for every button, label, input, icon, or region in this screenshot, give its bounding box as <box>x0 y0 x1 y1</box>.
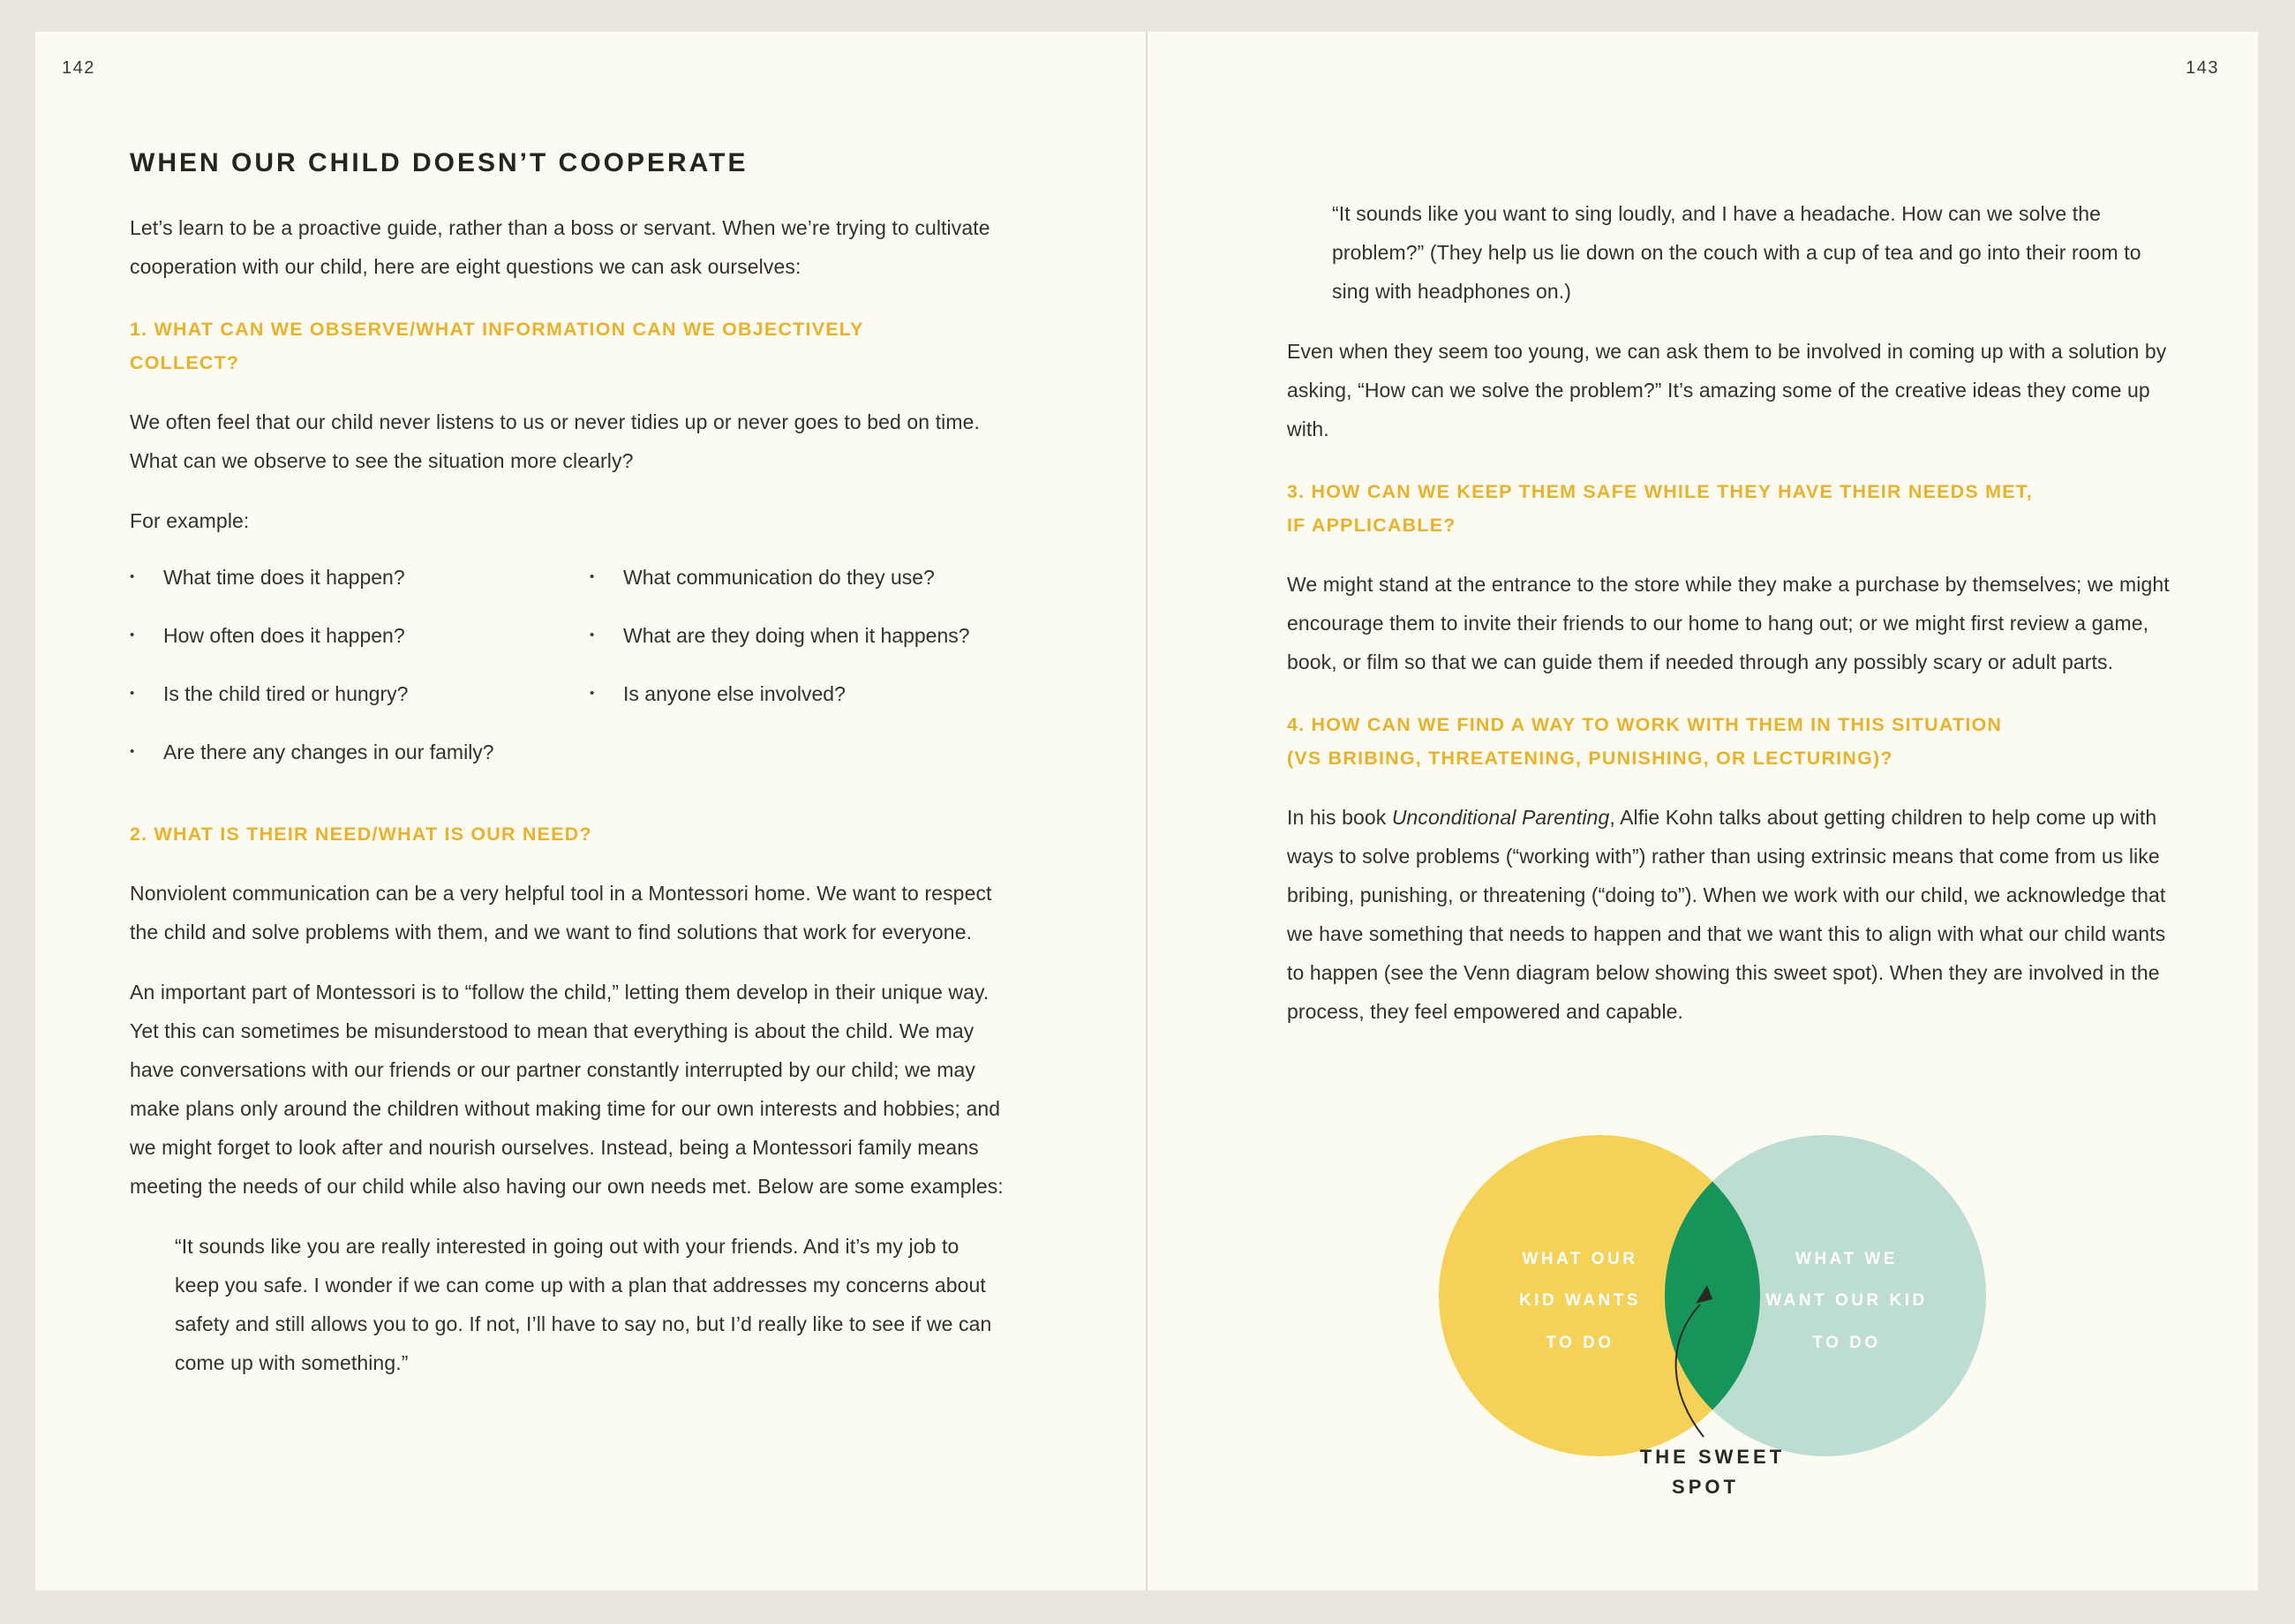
bullet-text: What time does it happen? <box>163 566 405 589</box>
page-143 <box>1148 32 2256 1590</box>
bullet-dot-icon: • <box>590 686 595 701</box>
list-item <box>590 558 1023 597</box>
section-3-heading-line-2: IF APPLICABLE? <box>1287 515 1456 536</box>
headache-quote: “It sounds like you want to sing loudly, and I have a headache. How can we solve the problem?” (They help us lie down on the couch with a cup of tea and go into their room to sing with headphones on.) <box>1332 202 2141 303</box>
bullet-dot-icon: • <box>130 686 135 701</box>
paragraph-rest: , Alfie Kohn talks about getting children to help come up with ways to solve problems (“working with”) rather than using extrinsic means that come from us like bribing, punishing, or threatening (“doing to”). When we work with our child, we acknowledge that we have something that needs to happen and that we want this to align with what our child wants to happen (see the Venn diagram below showing this sweet spot). When they are involved in the process, they feel empowered and capable. <box>1287 806 2166 1023</box>
involve-them-paragraph: Even when they seem too young, we can ask them to be involved in coming up with a solution by asking, “How can we solve the problem?” It’s amazing some of the creative ideas they come up with. <box>1287 340 2167 440</box>
venn-left-label-line-2: KID WANTS <box>1518 1291 1642 1310</box>
section-3-paragraph: We might stand at the entrance to the store while they make a purchase by themselves; we might encourage them to invite their friends to our home to hang out; or we might first review a game, book, or film so that we can guide them if needed through any possibly scary or adult parts. <box>1287 573 2170 673</box>
list-item <box>130 616 590 655</box>
list-item <box>590 674 1023 713</box>
venn-left-label-line-3: TO DO <box>1546 1334 1614 1352</box>
section-2-paragraph-2: An important part of Montessori is to “follow the child,” letting them develop in their unique way. Yet this can sometimes be misunderstood to mean that everything is about the child. We may have conversations with our friends or our partner constantly interrupted by our child; we may make plans only around the children without making time for our own interests and hobbies; and we might forget to look after and nourish ourselves. Instead, being a Montessori family means meeting the needs of our child while also having our own needs met. Below are some examples: <box>130 981 1004 1198</box>
venn-right-label-line-3: TO DO <box>1812 1334 1881 1352</box>
section-2-heading <box>130 817 1146 851</box>
bullet-dot-icon: • <box>130 569 135 584</box>
venn-left-label-line-1: WHAT OUR <box>1522 1250 1638 1268</box>
venn-right-label-line-2: WANT OUR KID <box>1765 1291 1928 1310</box>
section-2-heading-line-1: 2. WHAT IS THEIR NEED/WHAT IS OUR NEED? <box>130 823 592 845</box>
bullet-text: Is the child tired or hungry? <box>163 682 409 705</box>
list-item <box>590 616 1023 655</box>
sweet-spot-label-line-1: THE SWEET <box>1639 1446 1786 1468</box>
section-3-heading-line-1: 3. HOW CAN WE KEEP THEM SAFE WHILE THEY HAVE THEIR NEEDS MET, <box>1287 481 2033 502</box>
section-4-heading <box>1287 708 2256 775</box>
section-4-paragraph <box>1287 798 2180 1031</box>
example-quote: “It sounds like you are really interested in going out with your friends. And it’s my job to keep you safe. I wonder if we can come up with a plan that addresses my concerns about safety and still allows you to go. If not, I’ll have to say no, but I’d really like to see if we can come up with something.” <box>175 1235 992 1374</box>
paragraph-prefix: In his book <box>1287 806 1392 829</box>
venn-diagram <box>1359 1130 2066 1589</box>
section-3-heading <box>1287 475 2256 542</box>
bullet-text: What are they doing when it happens? <box>623 624 970 647</box>
bullet-dot-icon: • <box>590 628 595 643</box>
bullet-text: Are there any changes in our family? <box>163 741 494 763</box>
sweet-spot-label-line-2: SPOT <box>1672 1476 1739 1498</box>
list-item <box>130 674 590 713</box>
book-title-italic: Unconditional Parenting <box>1391 806 1610 829</box>
bullet-column-1 <box>130 558 590 791</box>
section-1-paragraph: We often feel that our child never listens to us or never tidies up or never goes to bed on time. What can we observe to see the situation more clearly? <box>130 410 981 472</box>
intro-paragraph: Let’s learn to be a proactive guide, rather than a boss or servant. When we’re trying to cultivate cooperation with our child, here are eight questions we can ask ourselves: <box>130 216 990 278</box>
page-number-left: 142 <box>62 58 95 78</box>
list-item <box>130 733 590 771</box>
observation-bullet-list <box>130 558 1023 791</box>
example-label: For example: <box>130 509 250 532</box>
venn-right-label-line-1: WHAT WE <box>1795 1250 1898 1268</box>
section-2-paragraph-1: Nonviolent communication can be a very helpful tool in a Montessori home. We want to respect the child and solve problems with them, and we want to find solutions that work for everyone. <box>130 882 992 944</box>
bullet-text: How often does it happen? <box>163 624 405 647</box>
bullet-text: What communication do they use? <box>623 566 935 589</box>
section-1-heading-line-1: 1. WHAT CAN WE OBSERVE/WHAT INFORMATION CAN WE OBJECTIVELY <box>130 319 864 340</box>
bullet-dot-icon: • <box>590 569 595 584</box>
section-4-heading-line-1: 4. HOW CAN WE FIND A WAY TO WORK WITH THEM IN THIS SITUATION <box>1287 714 2003 735</box>
section-1-heading <box>130 312 1146 380</box>
section-1-heading-line-2: COLLECT? <box>130 352 240 373</box>
page-number-right: 143 <box>2186 58 2219 78</box>
page-142 <box>35 32 1148 1590</box>
chapter-title: WHEN OUR CHILD DOESN’T COOPERATE <box>130 148 749 177</box>
page-142-content <box>35 32 1146 1382</box>
section-4-heading-line-2: (VS BRIBING, THREATENING, PUNISHING, OR LECTURING)? <box>1287 748 1893 769</box>
list-item <box>130 558 590 597</box>
book-spread <box>35 32 2258 1590</box>
bullet-column-2 <box>590 558 1023 791</box>
bullet-text: Is anyone else involved? <box>623 682 846 705</box>
bullet-dot-icon: • <box>130 628 135 643</box>
bullet-dot-icon: • <box>130 744 135 759</box>
page-143-content <box>1148 32 2256 1031</box>
